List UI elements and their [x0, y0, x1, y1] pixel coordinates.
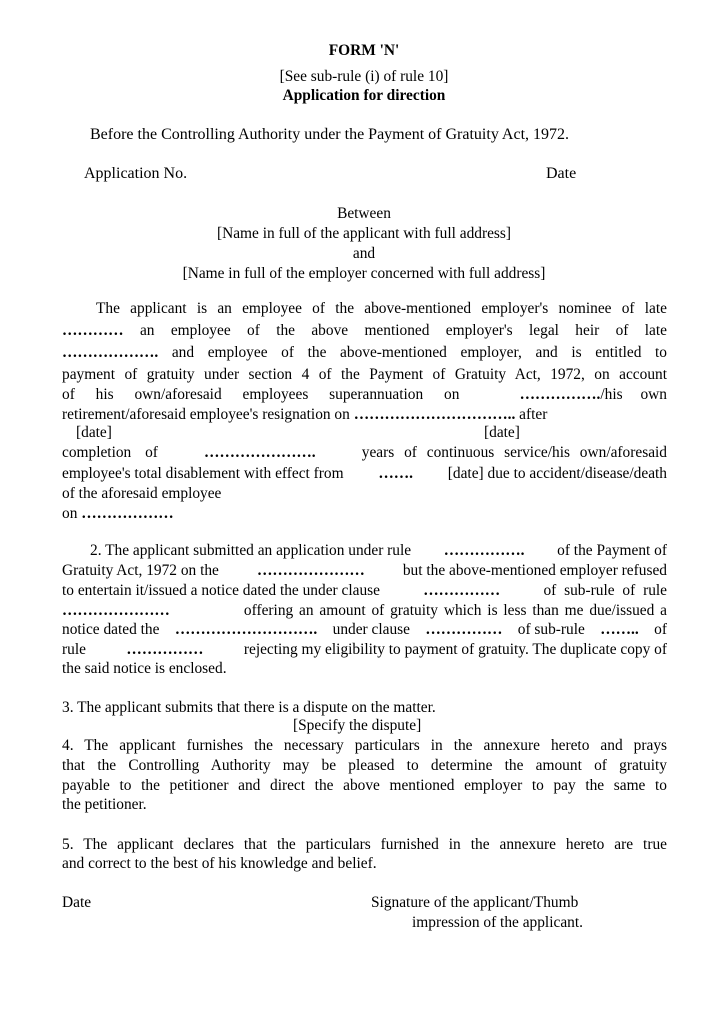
para1-line6: retirement/aforesaid employee's resignation on ………………………….. after	[62, 406, 548, 423]
authority-line: Before the Controlling Authority under the Payment of Gratuity Act, 1972.	[90, 126, 570, 143]
footer-date-label: Date	[62, 894, 92, 911]
thumb-impression-label: impression of the applicant.	[412, 914, 583, 931]
para1-line2: ………… an employee of the above mentioned employer's legal heir of late	[62, 322, 667, 339]
para5-line1: 5. The applicant declares that the particulars furnished in the annexure hereto are true	[62, 836, 667, 853]
date-placeholder-1: [date]	[76, 424, 112, 441]
para1-line5: of his own/aforesaid employees superannuation on ……………./his own	[62, 386, 667, 403]
para3-line1: 3. The applicant submits that there is a dispute on the matter.	[62, 699, 436, 716]
application-title: Application for direction	[282, 87, 446, 104]
para1-line7: completion of …………………. years of continuous service/his own/aforesaid	[62, 444, 667, 461]
para2-line2: Gratuity Act, 1972 on the ………………… but the above-mentioned employer refused	[62, 562, 667, 579]
para4-line4: the petitioner.	[62, 796, 147, 813]
para2-line5: notice dated the ………………………. under clause …………… of sub-rule …….. of	[62, 621, 667, 638]
para4-line3: payable to the petitioner and direct the above mentioned employer to pay the same to	[62, 777, 667, 794]
para1-line8: employee's total disablement with effect from ……. [date] due to accident/disease/death	[62, 465, 667, 482]
para1-line3: ………………. and employee of the above-mentioned employer, and is entitled to	[62, 344, 667, 361]
para2-line1: 2. The applicant submitted an application under rule ……………. of the Payment of	[90, 542, 667, 559]
form-title: FORM 'N'	[328, 42, 400, 59]
applicant-name-placeholder: [Name in full of the applicant with full address]	[216, 225, 512, 242]
para2-line4: ………………… offering an amount of gratuity which is less than me due/issued a	[62, 602, 667, 619]
para1-line4: payment of gratuity under section 4 of the Payment of Gratuity Act, 1972, on account	[62, 366, 667, 383]
between-label: Between	[337, 205, 391, 222]
subrule-reference: [See sub-rule (i) of rule 10]	[279, 68, 449, 85]
date-label: Date	[546, 165, 577, 182]
para4-line2: that the Controlling Authority may be pleased to determine the amount of gratuity	[62, 757, 667, 774]
para1-line1: The applicant is an employee of the above-mentioned employer's nominee of late	[96, 300, 667, 317]
employer-name-placeholder: [Name in full of the employer concerned with full address]	[182, 265, 546, 282]
para5-line2: and correct to the best of his knowledge and belief.	[62, 855, 377, 872]
para1-line10: on ………………	[62, 505, 174, 522]
and-label: and	[352, 245, 376, 262]
para1-line9: of the aforesaid employee	[62, 485, 222, 502]
para4-line1: 4. The applicant furnishes the necessary particulars in the annexure hereto and prays	[62, 737, 667, 754]
para2-line6: rule …………… rejecting my eligibility to payment of gratuity. The duplicate copy of	[62, 641, 667, 658]
para2-line7: the said notice is enclosed.	[62, 660, 227, 677]
para2-line3: to entertain it/issued a notice dated the under clause …………… of sub-rule of rule	[62, 582, 667, 599]
specify-dispute-placeholder: [Specify the dispute]	[293, 717, 422, 734]
signature-label: Signature of the applicant/Thumb	[371, 894, 579, 911]
date-placeholder-2: [date]	[484, 424, 520, 441]
application-no-label: Application No.	[84, 165, 188, 182]
